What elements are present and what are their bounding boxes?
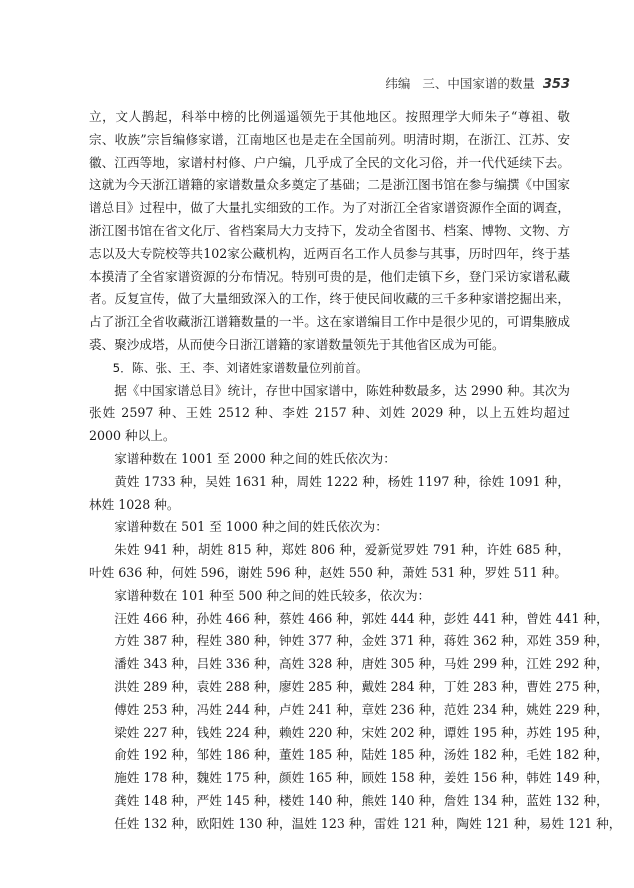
- surname-entry: 汪姓 466 种，: [114, 610, 197, 626]
- surname-entry: 钟姓 377 种，: [279, 633, 362, 649]
- surname-entry: 廖姓 285 种，: [279, 678, 362, 694]
- surname-entry: 冯姓 244 种，: [196, 701, 280, 717]
- surname-entry: 邹姓 186 种，: [196, 747, 280, 763]
- section-heading: 5．陈、张、王、李、刘诸姓家谱数量位列前首。: [112, 360, 368, 375]
- surname-entry: 彭姓 441 种，: [443, 610, 527, 626]
- surname-row: [89, 767, 609, 790]
- surname-entry: 陶姓 121 种，: [456, 815, 539, 831]
- surname-entry: 施姓 178 种，: [114, 770, 197, 786]
- surname-row: [89, 653, 609, 676]
- surname-entry: 颜姓 165 种，: [279, 770, 362, 786]
- surname-entry: 熊姓 140 种，: [361, 792, 444, 808]
- paragraph-top-surnames: 据《中国家谱总目》统计，存世中国家谱中，陈姓种数最多，达 2990 种。其次为张姓 2597 种、王姓 2512 种、李姓 2157 种、刘姓 2029 种，以上五姓均超过 2000 种以上。: [89, 382, 570, 444]
- surname-row: [89, 676, 609, 699]
- page-body: [89, 106, 622, 836]
- surname-entry: 汤姓 182 种，: [443, 747, 527, 763]
- surname-entry: 温姓 123 种，: [291, 815, 375, 831]
- surname-entry: 苏姓 195 种，: [526, 724, 609, 740]
- surname-entry: 江姓 292 种，: [526, 656, 609, 672]
- surname-entry: 曹姓 275 种，: [526, 678, 609, 694]
- surname-row: [89, 790, 609, 813]
- surname-entry: 韩姓 149 种，: [526, 770, 609, 786]
- surname-entry: 谭姓 195 种，: [443, 724, 527, 740]
- paragraph-list-501-1000: 朱姓 941 种，胡姓 815 种，郑姓 806 种，爱新觉罗姓 791 种，许姓 685 种，叶姓 636 种，何姓 596，谢姓 596 种，赵姓 550 种，萧姓 531 种，罗姓 511 种。: [89, 542, 570, 580]
- book-title: 纬编: [385, 76, 411, 91]
- surname-entry: 顾姓 158 种，: [361, 770, 444, 786]
- surname-entry: 董姓 185 种，: [279, 747, 362, 763]
- surname-entry: 梁姓 227 种，: [114, 724, 197, 740]
- surname-entry: 魏姓 175 种，: [196, 770, 280, 786]
- surname-entry: 洪姓 289 种，: [114, 678, 197, 694]
- surname-entry: 蔡姓 466 种，: [279, 610, 362, 626]
- surname-row: [89, 608, 609, 631]
- surname-entry: 任姓 132 种，: [114, 815, 197, 831]
- surname-entry: 郭姓 444 种，: [361, 610, 444, 626]
- surname-row: [89, 630, 609, 653]
- running-header: [0, 74, 570, 92]
- surname-entry: 曾姓 441 种，: [526, 610, 609, 626]
- paragraph-zhejiang: 立，文人鹊起，科举中榜的比例遥遥领先于其他地区。按照理学大师朱子“尊祖、敬宗、收族”宗旨编修家谱，江南地区也是走在全国前列。明清时期，在浙江、江苏、安徽、江西等地，家谱村村修、户户编，几乎成了全民的文化习俗，并一代代延续下去。这就为今天浙江谱籍的家谱数量众多奠定了基础；二是浙江图书馆在参与编撰《中国家谱总目》过程中，做了大量扎实细致的工作。为了对浙江全省家谱资源作全面的调查，浙江图书馆在省文化厅、省档案局大力支持下，发动全省图书、档案、博物、文物、方志以及大专院校等共102家公藏机构，近两百名工作人员参与其事，历时四年，终于基本摸清了全省家谱资源的分布情况。特别可贵的是，他们走镇下乡，登门采访家谱私藏者。反复宣传，做了大量细致深入的工作，终于使民间收藏的三千多种家谱挖掘出来，占了浙江全省收藏浙江谱籍数量的一半。这在家谱编目工作中是很少见的，可谓集腋成裘、聚沙成塔，从而使今日浙江谱籍的家谱数量领先于其他省区成为可能。: [89, 109, 570, 352]
- surname-entry: 卢姓 241 种，: [279, 701, 362, 717]
- surname-entry: 戴姓 284 种，: [361, 678, 444, 694]
- surname-entry: 欧阳姓 130 种，: [196, 815, 292, 831]
- chapter-title: 三、中国家谱的数量: [422, 76, 535, 91]
- surname-entry: 潘姓 343 种，: [114, 656, 197, 672]
- surname-entry: 唐姓 305 种，: [361, 656, 444, 672]
- paragraph-range-501-1000: 家谱种数在 501 至 1000 种之间的姓氏依次为：: [114, 519, 388, 535]
- surname-entry: 雷姓 121 种，: [374, 815, 457, 831]
- surname-entry: 傅姓 253 种，: [114, 701, 197, 717]
- surname-list: [89, 608, 622, 836]
- surname-entry: 蒋姓 362 种，: [443, 633, 527, 649]
- surname-entry: 楼姓 140 种，: [279, 792, 362, 808]
- surname-entry: 金姓 371 种，: [361, 633, 444, 649]
- surname-entry: 赖姓 220 种，: [279, 724, 362, 740]
- surname-entry: 俞姓 192 种，: [114, 747, 197, 763]
- surname-entry: 宋姓 202 种，: [361, 724, 444, 740]
- surname-row: [89, 744, 609, 767]
- surname-entry: 姚姓 229 种，: [526, 701, 609, 717]
- surname-entry: 章姓 236 种，: [361, 701, 444, 717]
- surname-entry: 邓姓 359 种，: [526, 633, 609, 649]
- surname-entry: 陆姓 185 种，: [361, 747, 444, 763]
- surname-entry: 丁姓 283 种，: [443, 678, 527, 694]
- surname-entry: 严姓 145 种，: [196, 792, 280, 808]
- surname-entry: 袁姓 288 种，: [196, 678, 280, 694]
- surname-entry: 詹姓 134 种，: [443, 792, 527, 808]
- surname-entry: 吕姓 336 种，: [196, 656, 280, 672]
- paragraph-list-1001-2000: 黄姓 1733 种，吴姓 1631 种，周姓 1222 种，杨姓 1197 种，徐姓 1091 种，林姓 1028 种。: [89, 473, 570, 512]
- surname-entry: 范姓 234 种，: [443, 701, 527, 717]
- surname-entry: 易姓 121 种，: [538, 815, 622, 831]
- surname-row: [89, 699, 609, 722]
- surname-entry: 龚姓 148 种，: [114, 792, 197, 808]
- surname-entry: 马姓 299 种，: [443, 656, 527, 672]
- surname-entry: 毛姓 182 种，: [526, 747, 609, 763]
- paragraph-range-1001-2000: 家谱种数在 1001 至 2000 种之间的姓氏依次为：: [114, 450, 396, 466]
- surname-entry: 高姓 328 种，: [279, 656, 362, 672]
- surname-entry: 蓝姓 132 种，: [526, 792, 609, 808]
- page-number: 353: [542, 77, 570, 92]
- surname-row: [89, 813, 622, 836]
- surname-entry: 钱姓 224 种，: [196, 724, 280, 740]
- surname-row: [89, 722, 609, 745]
- surname-entry: 姜姓 156 种，: [443, 770, 527, 786]
- surname-entry: 孙姓 466 种，: [196, 610, 280, 626]
- surname-entry: 程姓 380 种，: [196, 633, 280, 649]
- surname-entry: 方姓 387 种，: [114, 633, 197, 649]
- paragraph-range-101-500: 家谱种数在 101 种至 500 种之间的姓氏较多，依次为：: [114, 587, 431, 603]
